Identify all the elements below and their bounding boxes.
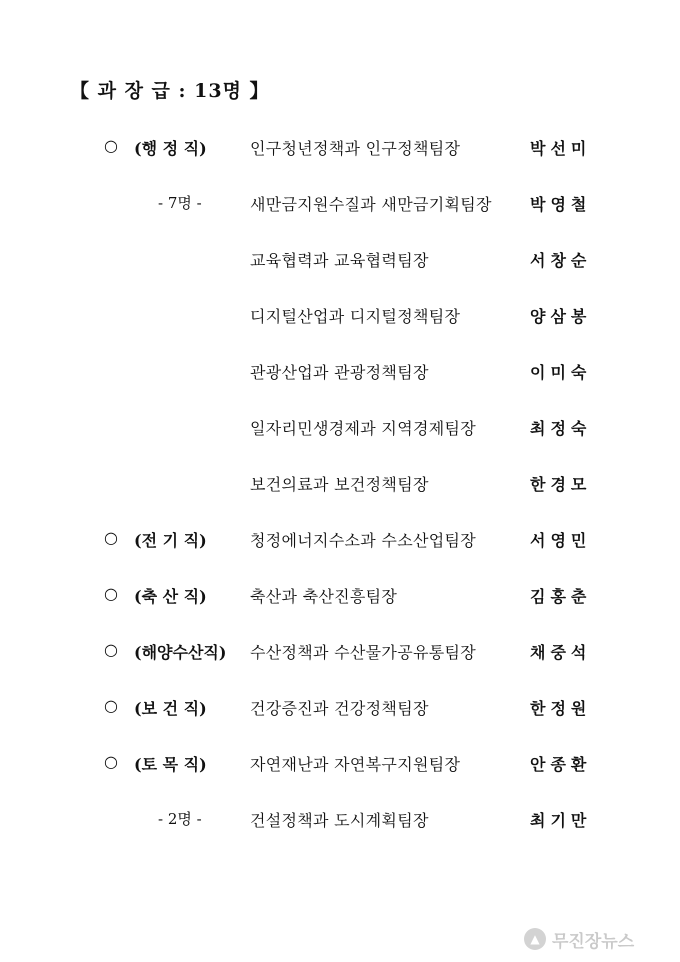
position-label: 디지털산업과 디지털정책팀장	[250, 307, 461, 326]
position-label: 축산과 축산진흥팀장	[250, 587, 398, 606]
person-name: 박영철	[530, 195, 592, 214]
position-label: 보건의료과 보건정책팀장	[250, 475, 429, 494]
person-name: 채중석	[530, 643, 592, 662]
person-name: 김홍춘	[530, 587, 592, 606]
list-item	[0, 752, 680, 780]
position-label: 인구청년정책과 인구정책팀장	[250, 139, 461, 158]
person-name: 한정원	[530, 699, 592, 718]
list-item	[0, 136, 680, 164]
bullet-icon: ○	[104, 696, 118, 715]
count-label: - 7명 -	[158, 194, 202, 212]
list-item	[0, 584, 680, 612]
bullet-icon: ○	[104, 584, 118, 603]
position-label: 수산정책과 수산물가공유통팀장	[250, 643, 476, 662]
list-item	[0, 304, 680, 332]
person-name: 한경모	[530, 475, 592, 494]
position-label: 교육협력과 교육협력팀장	[250, 251, 429, 270]
category-label: (토 목 직)	[134, 755, 207, 774]
watermark	[524, 924, 674, 954]
person-name: 서창순	[530, 251, 592, 270]
list-item	[0, 696, 680, 724]
category-label: (해양수산직)	[134, 643, 227, 662]
list-item	[0, 416, 680, 444]
category-label: (보 건 직)	[134, 699, 207, 718]
bullet-icon: ○	[104, 752, 118, 771]
watermark-text: 무진장뉴스	[552, 931, 635, 952]
list-item	[0, 640, 680, 668]
position-label: 청정에너지수소과 수소산업팀장	[250, 531, 476, 550]
bullet-icon: ○	[104, 136, 118, 155]
page-title: 【 과 장 급 : 13명 】	[70, 80, 270, 102]
list-item	[0, 360, 680, 388]
person-name: 박선미	[530, 139, 592, 158]
position-label: 자연재난과 자연복구지원팀장	[250, 755, 461, 774]
position-label: 건설정책과 도시계획팀장	[250, 811, 429, 830]
category-label: (축 산 직)	[134, 587, 207, 606]
list-item	[0, 472, 680, 500]
position-label: 관광산업과 관광정책팀장	[250, 363, 429, 382]
position-label: 건강증진과 건강정책팀장	[250, 699, 429, 718]
count-label: - 2명 -	[158, 810, 202, 828]
position-label: 일자리민생경제과 지역경제팀장	[250, 419, 476, 438]
person-name: 안종환	[530, 755, 592, 774]
bullet-icon: ○	[104, 528, 118, 547]
list-item	[0, 192, 680, 220]
person-name: 양삼봉	[530, 307, 592, 326]
bullet-icon: ○	[104, 640, 118, 659]
mountain-icon: ▲	[524, 928, 546, 950]
position-label: 새만금지원수질과 새만금기획팀장	[250, 195, 492, 214]
category-label: (전 기 직)	[134, 531, 207, 550]
person-name: 최기만	[530, 811, 592, 830]
person-name: 최정숙	[530, 419, 592, 438]
list-item	[0, 528, 680, 556]
category-label: (행 정 직)	[134, 139, 207, 158]
person-name: 이미숙	[530, 363, 592, 382]
person-name: 서영민	[530, 531, 592, 550]
list-item	[0, 808, 680, 836]
list-item	[0, 248, 680, 276]
